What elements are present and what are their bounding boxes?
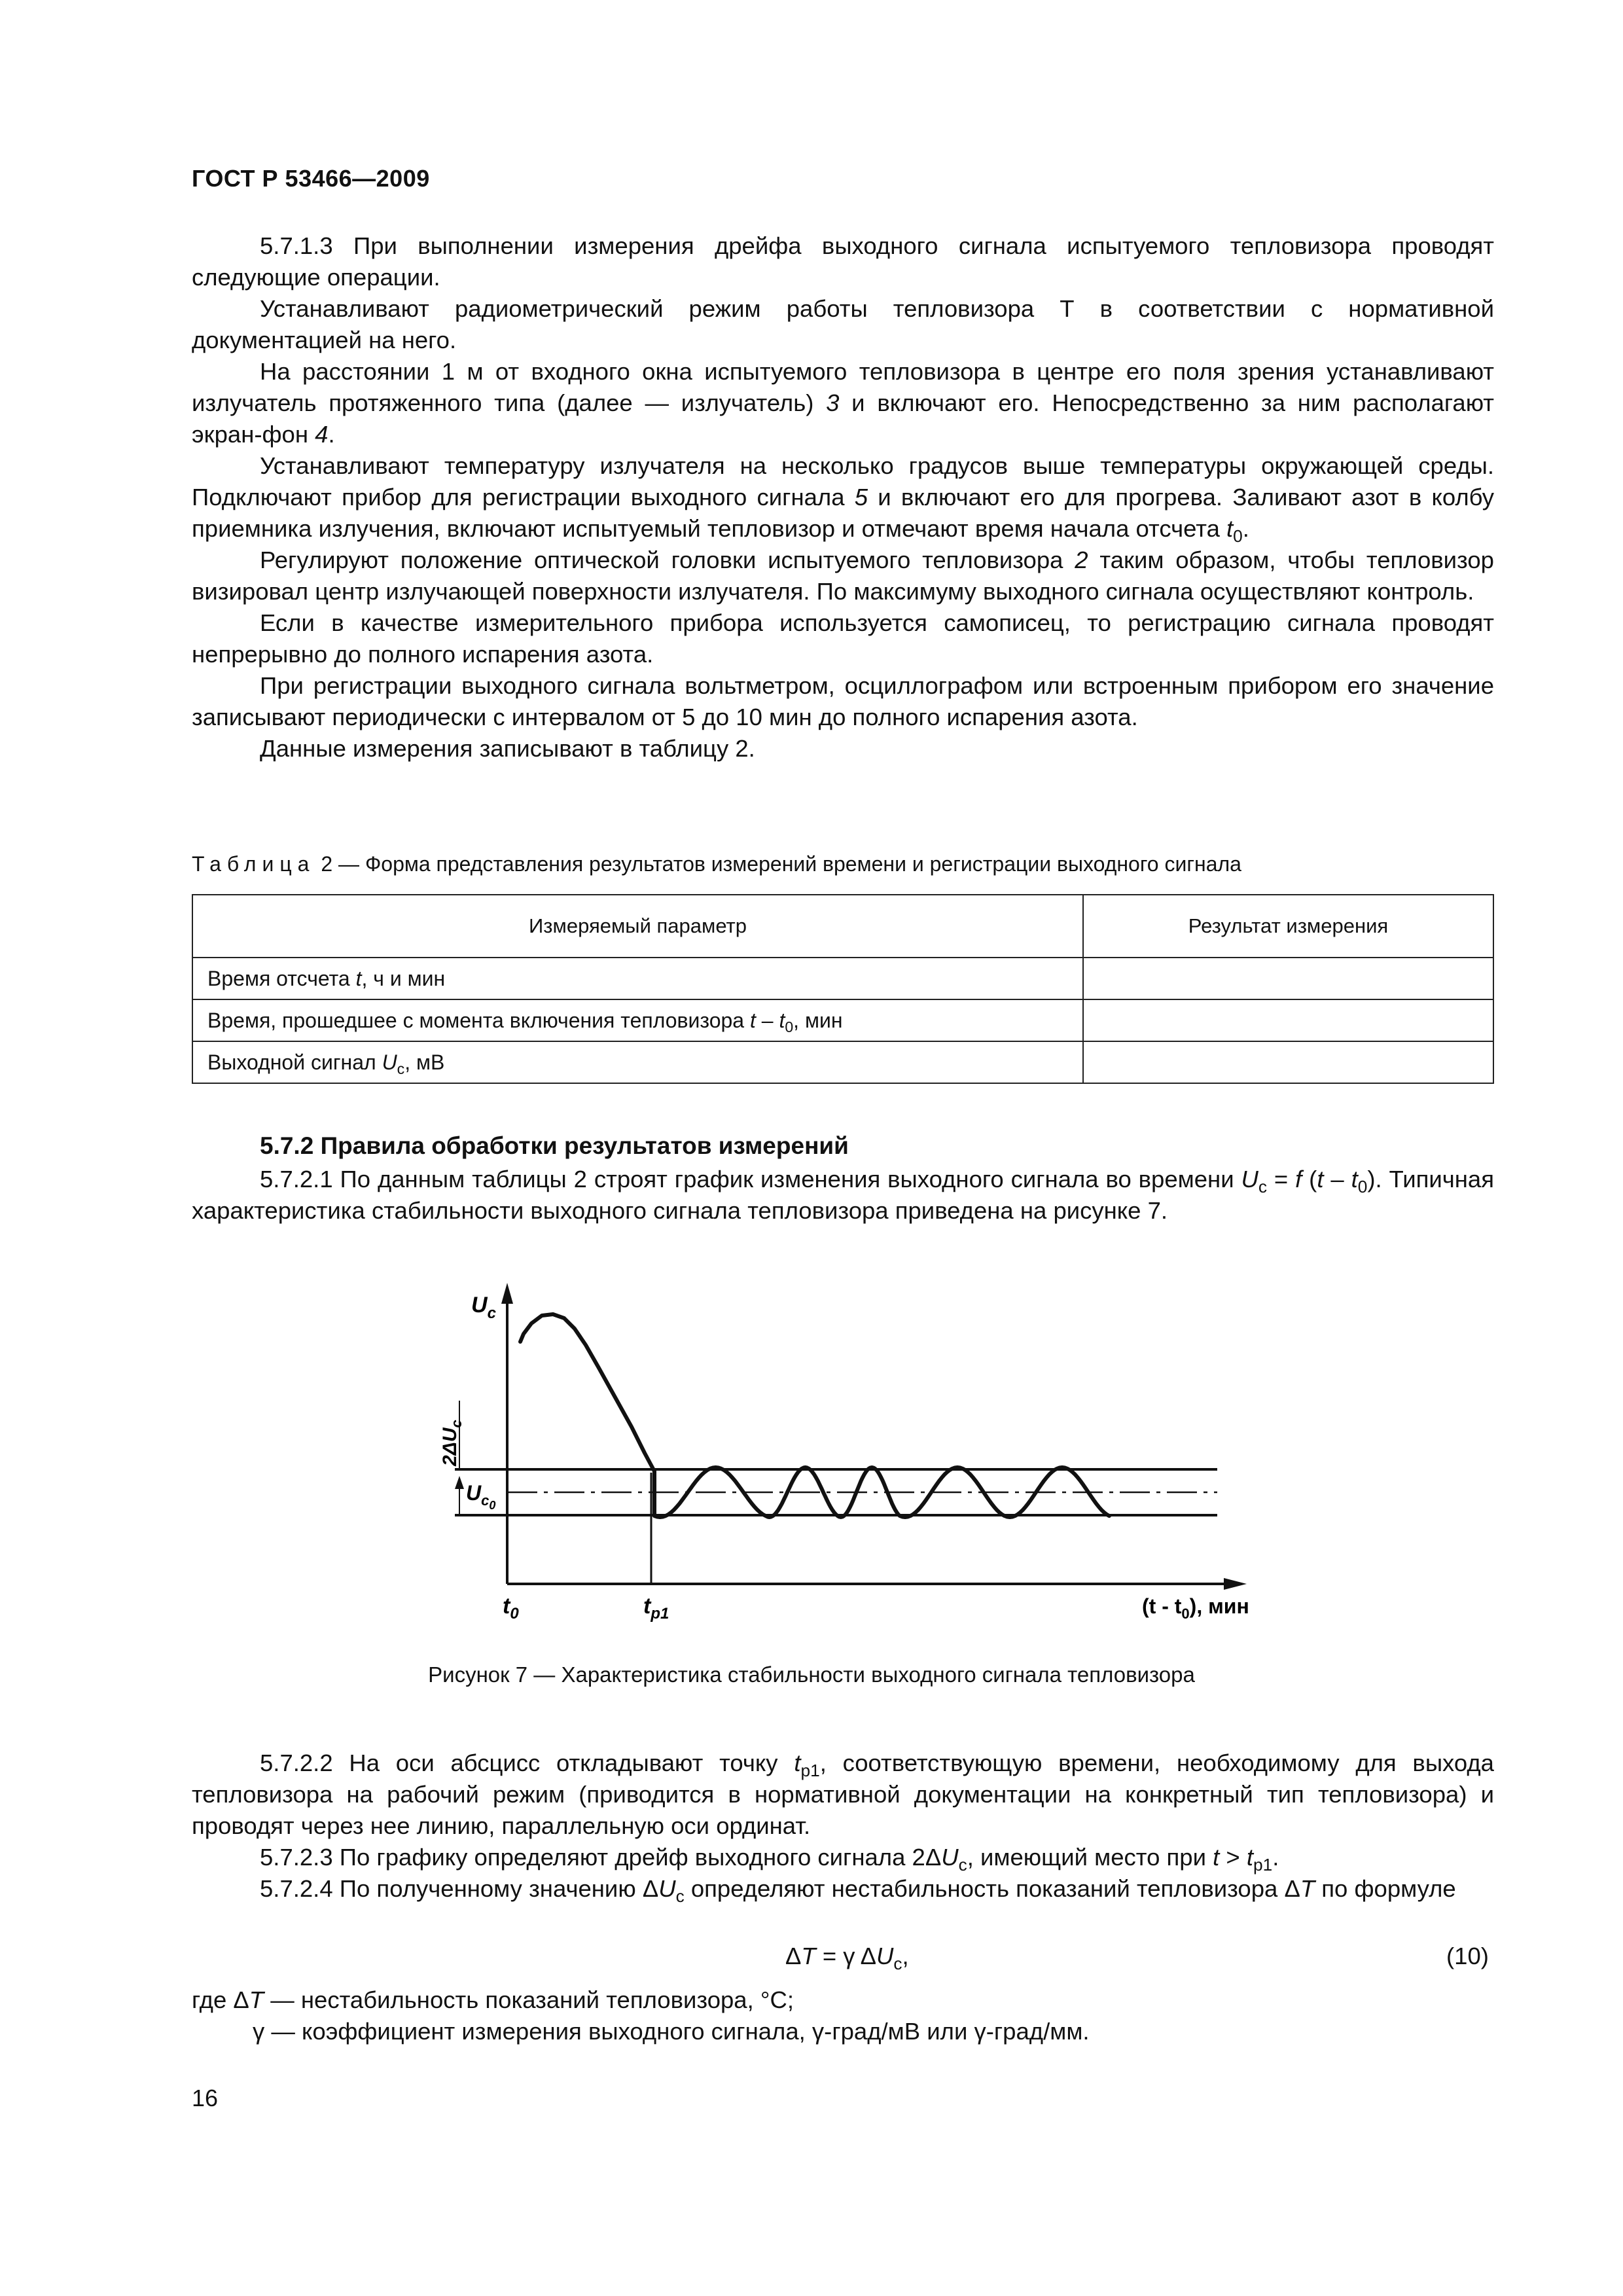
where-line-2: γ — коэффициент измерения выходного сигнала, γ-град/мВ или γ-град/мм. [253, 2018, 1090, 2045]
measurement-table [192, 894, 1494, 1084]
table-cell-parameter: Выходной сигнал $U_c$, мВ [192, 1041, 1083, 1083]
table-cell-result [1083, 1041, 1493, 1083]
formula-number: (10) [1446, 1943, 1489, 1969]
table-cell-result [1083, 999, 1493, 1041]
y-axis-label: $U_c$ [471, 1293, 496, 1322]
uc0-label: $U_c0$ [466, 1481, 496, 1512]
page-number: 16 [192, 2085, 219, 2111]
table-header-parameter: Измеряемый параметр [192, 895, 1083, 958]
table-row [192, 999, 1493, 1041]
uc0-dimension-arrow-icon [455, 1476, 464, 1489]
stability-figure [0, 1263, 1623, 1630]
x-origin-label: $t_0$ [503, 1594, 519, 1623]
signal-curve [520, 1314, 1109, 1517]
document-header: ГОСТ Р 53466—2009 [192, 165, 430, 192]
paragraph-5-7-2-3: 5.7.2.3 По графику определяют дрейф выходного сигнала $2\Delta U_c$, имеющий место при $t > t_{p1}$. [260, 1844, 1279, 1874]
paragraph-head-adjustment: Регулируют положение оптической головки испытуемого тепловизора 2 таким образом, чтобы тепловизор визировал центр излучающей поверхности излучателя. По максимуму выходного сигнала осуществляют контроль. [192, 547, 1494, 605]
x-axis-arrow-icon [1224, 1578, 1247, 1590]
table-row [192, 958, 1493, 999]
table-cell-parameter: Время, прошедшее с момента включения тепловизора t – $t_0$, мин [192, 999, 1083, 1041]
table-header-row [192, 895, 1493, 958]
paragraph-voltmeter: При регистрации выходного сигнала вольтметром, осциллографом или встроенным прибором его значение записывают периодически с интервалом от 5 до 10 мин до полного испарения азота. [192, 672, 1494, 730]
table-2-caption: Таблица 2 — Форма представления результатов измерений времени и регистрации выходного сигнала [192, 852, 1241, 876]
table-header-result: Результат измерения [1083, 895, 1493, 958]
band-label: $2\Delta U_c$ [439, 1420, 465, 1466]
paragraph-5-7-2-1: 5.7.2.1 По данным таблицы 2 строят график изменения выходного сигнала во времени $U_c = f$ $(t - t_0)$. Типичная характеристика стабильности выходного сигнала тепловизора приведена на рисунке 7. [192, 1166, 1494, 1224]
intro-section [192, 230, 1494, 764]
paragraph-emitter-setup: На расстоянии 1 м от входного окна испытуемого тепловизора в центре его поля зрения устанавливают излучатель протяженного типа (далее — излучатель) 3 и включают его. Непосредственно за ним располагают экран-фон 4. [192, 358, 1494, 448]
section-heading: 5.7.2 Правила обработки результатов измерений [260, 1132, 849, 1159]
paragraph-5-7-1-3: 5.7.1.3 При выполнении измерения дрейфа выходного сигнала испытуемого тепловизора проводят следующие операции. [192, 232, 1494, 291]
table-cell-result [1083, 958, 1493, 999]
paragraph-table-reference: Данные измерения записывают в таблицу 2. [260, 735, 755, 762]
paragraph-radiometric-mode: Устанавливают радиометрический режим работы тепловизора Т в соответствии с нормативной документацией на него. [192, 295, 1494, 353]
table-row [192, 1041, 1493, 1083]
where-line-1: где ΔT — нестабильность показаний тепловизора, °С; [192, 1986, 794, 2013]
table-cell-parameter: Время отсчета t, ч и мин [192, 958, 1083, 999]
x-tp1-label: $t_{p1}$ [643, 1594, 669, 1623]
paragraph-temperature-setup: Устанавливают температуру излучателя на несколько градусов выше температуры окружающей среды. Подключают прибор для регистрации выходного сигнала 5 и включают его для прогрева. Заливают азот в колбу приемника излучения, включают испытуемый тепловизор и отмечают время начала отсчета $t_0$. [192, 452, 1494, 546]
paragraph-recorder: Если в качестве измерительного прибора используется самописец, то регистрацию сигнала проводят непрерывно до полного испарения азота. [192, 609, 1494, 668]
figure-caption: Рисунок 7 — Характеристика стабильности выходного сигнала тепловизора [428, 1662, 1195, 1687]
rules-section [192, 1748, 1494, 1905]
paragraph-5-7-2-2: 5.7.2.2 На оси абсцисс откладывают точку $t_{p1}$, соответствующую времени, необходимому для выхода тепловизора на рабочий режим (приводится в нормативной документации на конкретный тип тепловизора) и проводят через нее линию, параллельную оси ординат. [192, 1749, 1494, 1839]
x-axis-label: $(t - t_0)$, мин [1142, 1594, 1249, 1622]
y-axis-arrow-icon [501, 1283, 513, 1304]
formula-10: ΔT = γ $\Delta U_c$, [785, 1943, 909, 1973]
paragraph-5-7-2-4: 5.7.2.4 По полученному значению $\Delta U_c$ определяют нестабильность показаний тепловизора ΔT по формуле [260, 1875, 1456, 1906]
